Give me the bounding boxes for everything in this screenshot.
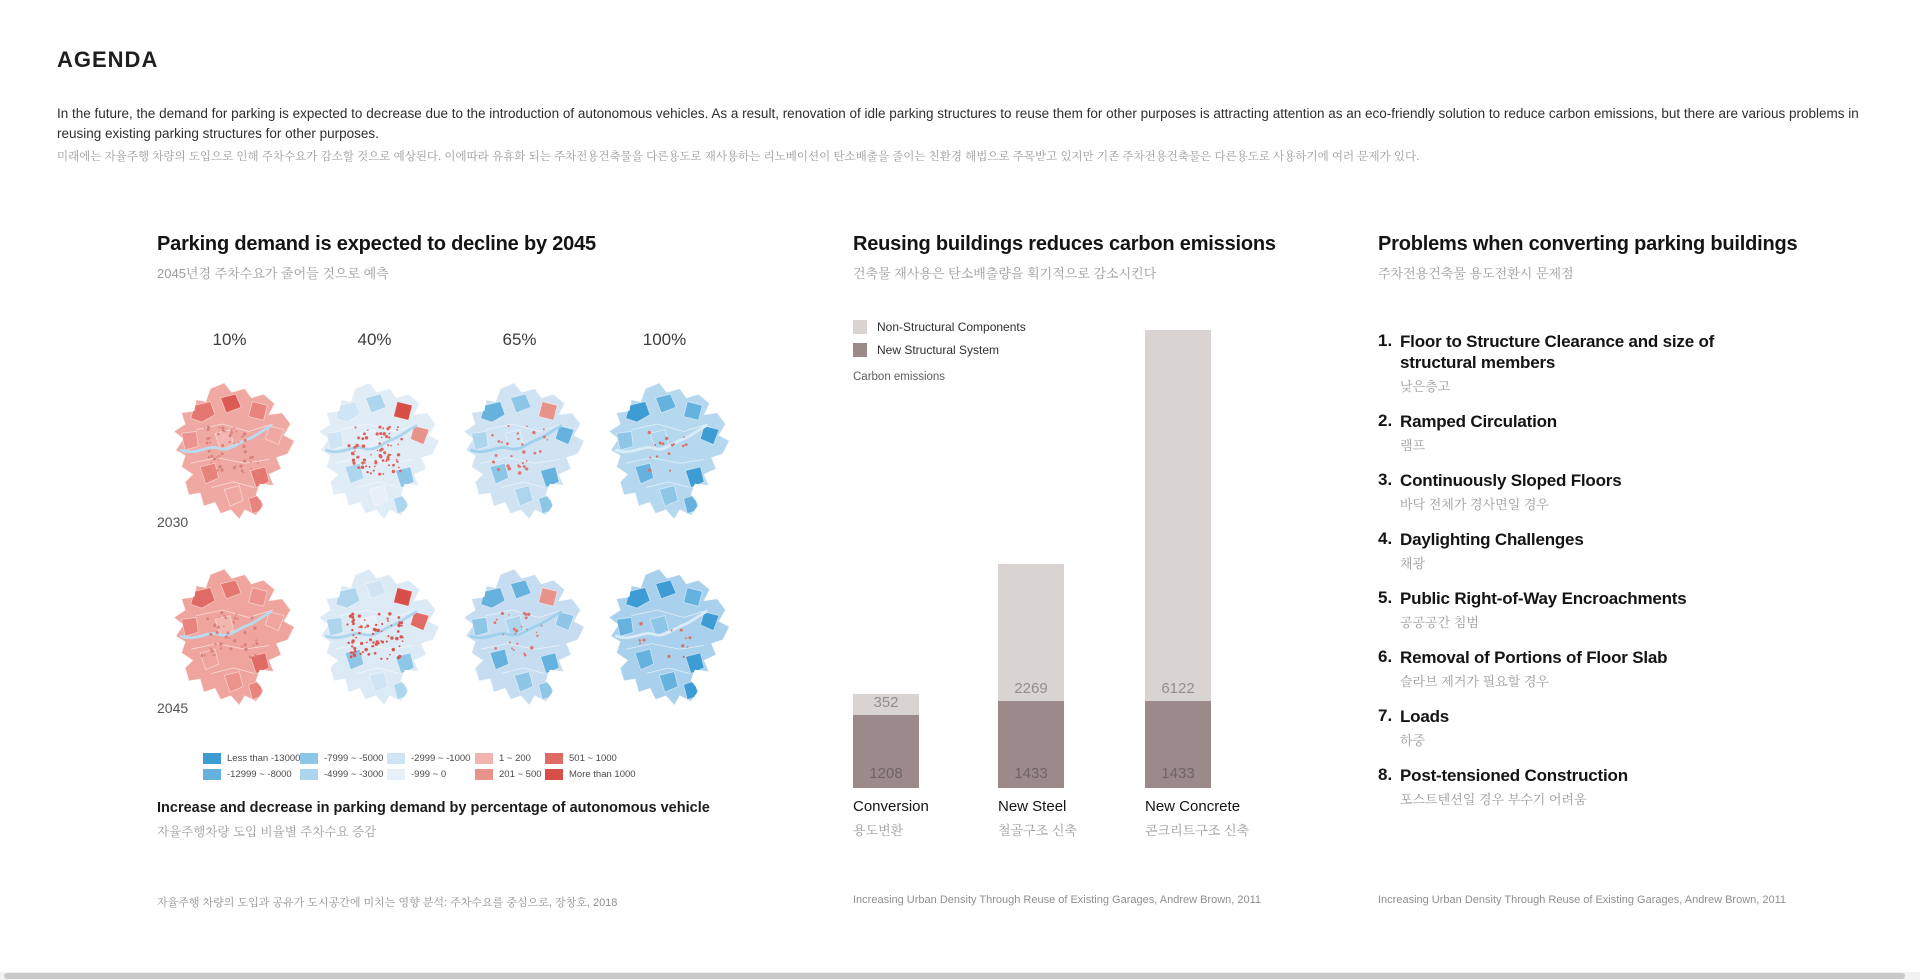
problem-title-ko: 램프 [1400,438,1426,453]
bar-category-ko: 콘크리트구조 신축 [1145,823,1250,838]
legend-label: Less than -13000 [227,753,301,764]
choropleth-map-2030-10 [159,366,299,538]
problem-title-en: Public Right-of-Way Encroachments [1400,589,1687,608]
right-panel-title: Problems when converting parking buildings [1378,233,1798,255]
parking-demand-maps [157,330,742,839]
problem-number: 6. [1378,647,1393,666]
legend-label: -999 ~ 0 [411,769,447,780]
legend-swatch [300,753,318,764]
bar-new-steel [998,330,1064,788]
problem-item-row [1378,470,1818,491]
legend-label: 1 ~ 200 [499,753,531,764]
problem-item-row [1378,529,1818,550]
problem-number: 3. [1378,470,1393,489]
legend-label: -12999 ~ -8000 [227,769,292,780]
problem-number: 7. [1378,706,1393,725]
problem-item-row [1378,411,1818,432]
maps-caption-ko: 자율주행차량 도입 비율별 주차수요 증감 [157,825,377,839]
legend-label: 501 ~ 1000 [569,753,617,764]
problem-item-row [1378,588,1818,609]
intro-paragraph-ko: 미래에는 자율주행 차량의 도입으로 인해 주차수요가 감소할 것으로 예상된다. 이에따라 유휴화 되는 주차전용건축물을 다른용도로 재사용하는 리노베이션이 탄소배출을 줄이는 친환경 해법으로 주목받고 있지만 기존 주차전용건축물은 다른용도로 사용하기에 여러 문제가 있다. [57,151,1420,163]
left-panel-subtitle-ko: 2045년경 주차수요가 줄어들 것으로 예측 [157,266,389,281]
bar-category-ko: 용도변환 [853,823,904,838]
problem-title-en: Continuously Sloped Floors [1400,471,1622,490]
problem-title-en: Removal of Portions of Floor Slab [1400,648,1668,667]
middle-panel-title: Reusing buildings reduces carbon emissions [853,233,1276,255]
map-cell [304,552,444,724]
horizontal-scrollbar-track[interactable] [0,972,1920,980]
bar-value-structural: 1433 [1161,765,1195,782]
legend-label: Non-Structural Components [877,320,1026,334]
map-cell [449,552,589,724]
legend-label: -7999 ~ -5000 [324,753,384,764]
bar-value-nonstructural: 6122 [1161,680,1195,698]
problem-title-ko: 공공공간 침범 [1400,615,1479,630]
problem-item-2 [1378,411,1818,454]
problem-item-8 [1378,765,1818,808]
problem-number: 8. [1378,765,1393,784]
legend-label: 201 ~ 500 [499,769,542,780]
legend-swatch [387,769,405,780]
page-title: AGENDA [57,47,159,72]
problem-title-en: Daylighting Challenges [1400,530,1584,549]
choropleth-map-2045-100 [594,552,734,724]
legend-swatch [203,769,221,780]
bar-category-label [998,798,1138,839]
right-panel-subtitle-ko: 주차전용건축물 용도전환시 문제점 [1378,266,1574,281]
bar-new-concrete [1145,330,1211,788]
bar-category-ko: 철골구조 신축 [998,823,1077,838]
left-panel-title: Parking demand is expected to decline by 2045 [157,233,596,255]
map-col-header: 65% [502,330,537,349]
legend-swatch [545,753,563,764]
problem-item-4 [1378,529,1818,572]
legend-label: New Structural System [877,343,1000,357]
bar-value-structural: 1433 [1014,765,1048,782]
map-row-label: 2030 [157,514,189,530]
problem-title-ko: 낮은층고 [1400,379,1451,394]
map-cell [159,552,299,724]
legend-label: More than 1000 [569,769,636,780]
map-col-header: 100% [642,330,687,349]
maps-caption-en: Increase and decrease in parking demand by percentage of autonomous vehicle [157,800,710,816]
choropleth-map-2045-10 [159,552,299,724]
intro-paragraph-en: In the future, the demand for parking is expected to decrease due to the introduction of autonomous vehicles. As a result, renovation of idle parking structures to reuse them for other purposes is attracting attention as an eco-friendly solution to reduce carbon emissions, but there are various problems in reusing existing parking structures for other purposes. [57,106,1859,141]
right-panel-header [1378,233,1797,282]
bar-conversion [853,330,919,788]
problem-item-5 [1378,588,1818,631]
carbon-axis-label: Carbon emissions [853,371,946,383]
legend-swatch [300,769,318,780]
problem-item-row [1378,331,1818,373]
bar-value-structural: 1208 [869,765,903,782]
problem-number: 1. [1378,331,1393,350]
bar-segment-nonstructural [1145,330,1211,701]
bar-category-label [853,798,993,839]
problem-item-1 [1378,331,1818,395]
problem-title-en: Post-tensioned Construction [1400,766,1628,785]
legend-swatch [387,753,405,764]
left-source-citation: 자율주행 차량의 도입과 공유가 도시공간에 미치는 영향 분석: 주차수요를 중심으로, 장창호, 2018 [157,897,618,909]
bar-category-en: Conversion [853,798,929,815]
bar-value-nonstructural: 352 [873,693,899,711]
map-cell [594,552,734,724]
problem-title-en: Floor to Structure Clearance and size of structural members [1400,332,1715,372]
right-source-citation: Increasing Urban Density Through Reuse of Existing Garages, Andrew Brown, 2011 [1378,894,1787,906]
legend-swatch [475,769,493,780]
problem-number: 4. [1378,529,1393,548]
choropleth-map-2030-100 [594,366,734,538]
horizontal-scrollbar-thumb[interactable] [4,973,1905,979]
carbon-bar-chart [853,330,1250,838]
problem-item-3 [1378,470,1818,513]
map-cell [159,366,299,538]
middle-panel-subtitle-ko: 건축물 재사용은 탄소배출량을 획기적으로 감소시킨다 [853,266,1157,281]
bar-category-en: New Steel [998,798,1067,815]
problem-title-ko: 바닥 전체가 경사면일 경우 [1400,497,1549,512]
map-col-header: 10% [212,330,247,349]
problem-title-ko: 채광 [1400,556,1426,571]
legend-swatch [475,753,493,764]
problem-title-en: Ramped Circulation [1400,412,1557,431]
problem-title-en: Loads [1400,707,1450,726]
left-panel-header [157,233,596,282]
problem-title-ko: 하중 [1400,733,1426,748]
legend-swatch [203,753,221,764]
problem-item-row [1378,765,1818,786]
legend-label: -4999 ~ -3000 [324,769,384,780]
map-row-label: 2045 [157,700,189,716]
choropleth-map-2045-65 [449,552,589,724]
choropleth-map-2030-65 [449,366,589,538]
problem-title-ko: 포스트텐션일 경우 부수기 어려움 [1400,792,1587,807]
bar-value-nonstructural: 2269 [1014,680,1048,698]
map-col-header: 40% [357,330,392,349]
problem-item-6 [1378,647,1818,690]
map-cell [304,366,444,538]
problems-list [1378,331,1818,824]
map-cell [449,366,589,538]
middle-panel-header [853,233,1276,282]
map-cell [594,366,734,538]
choropleth-map-2045-40 [304,552,444,724]
problem-item-row [1378,706,1818,727]
problem-number: 5. [1378,588,1393,607]
problem-item-7 [1378,706,1818,749]
problem-title-ko: 슬라브 제거가 필요할 경우 [1400,674,1549,689]
middle-source-citation: Increasing Urban Density Through Reuse of Existing Garages, Andrew Brown, 2011 [853,894,1262,906]
choropleth-map-2030-40 [304,366,444,538]
bar-category-label [1145,798,1285,839]
problem-item-row [1378,647,1818,668]
bar-category-en: New Concrete [1145,798,1241,815]
problem-number: 2. [1378,411,1393,430]
legend-swatch [545,769,563,780]
legend-label: -2999 ~ -1000 [411,753,471,764]
